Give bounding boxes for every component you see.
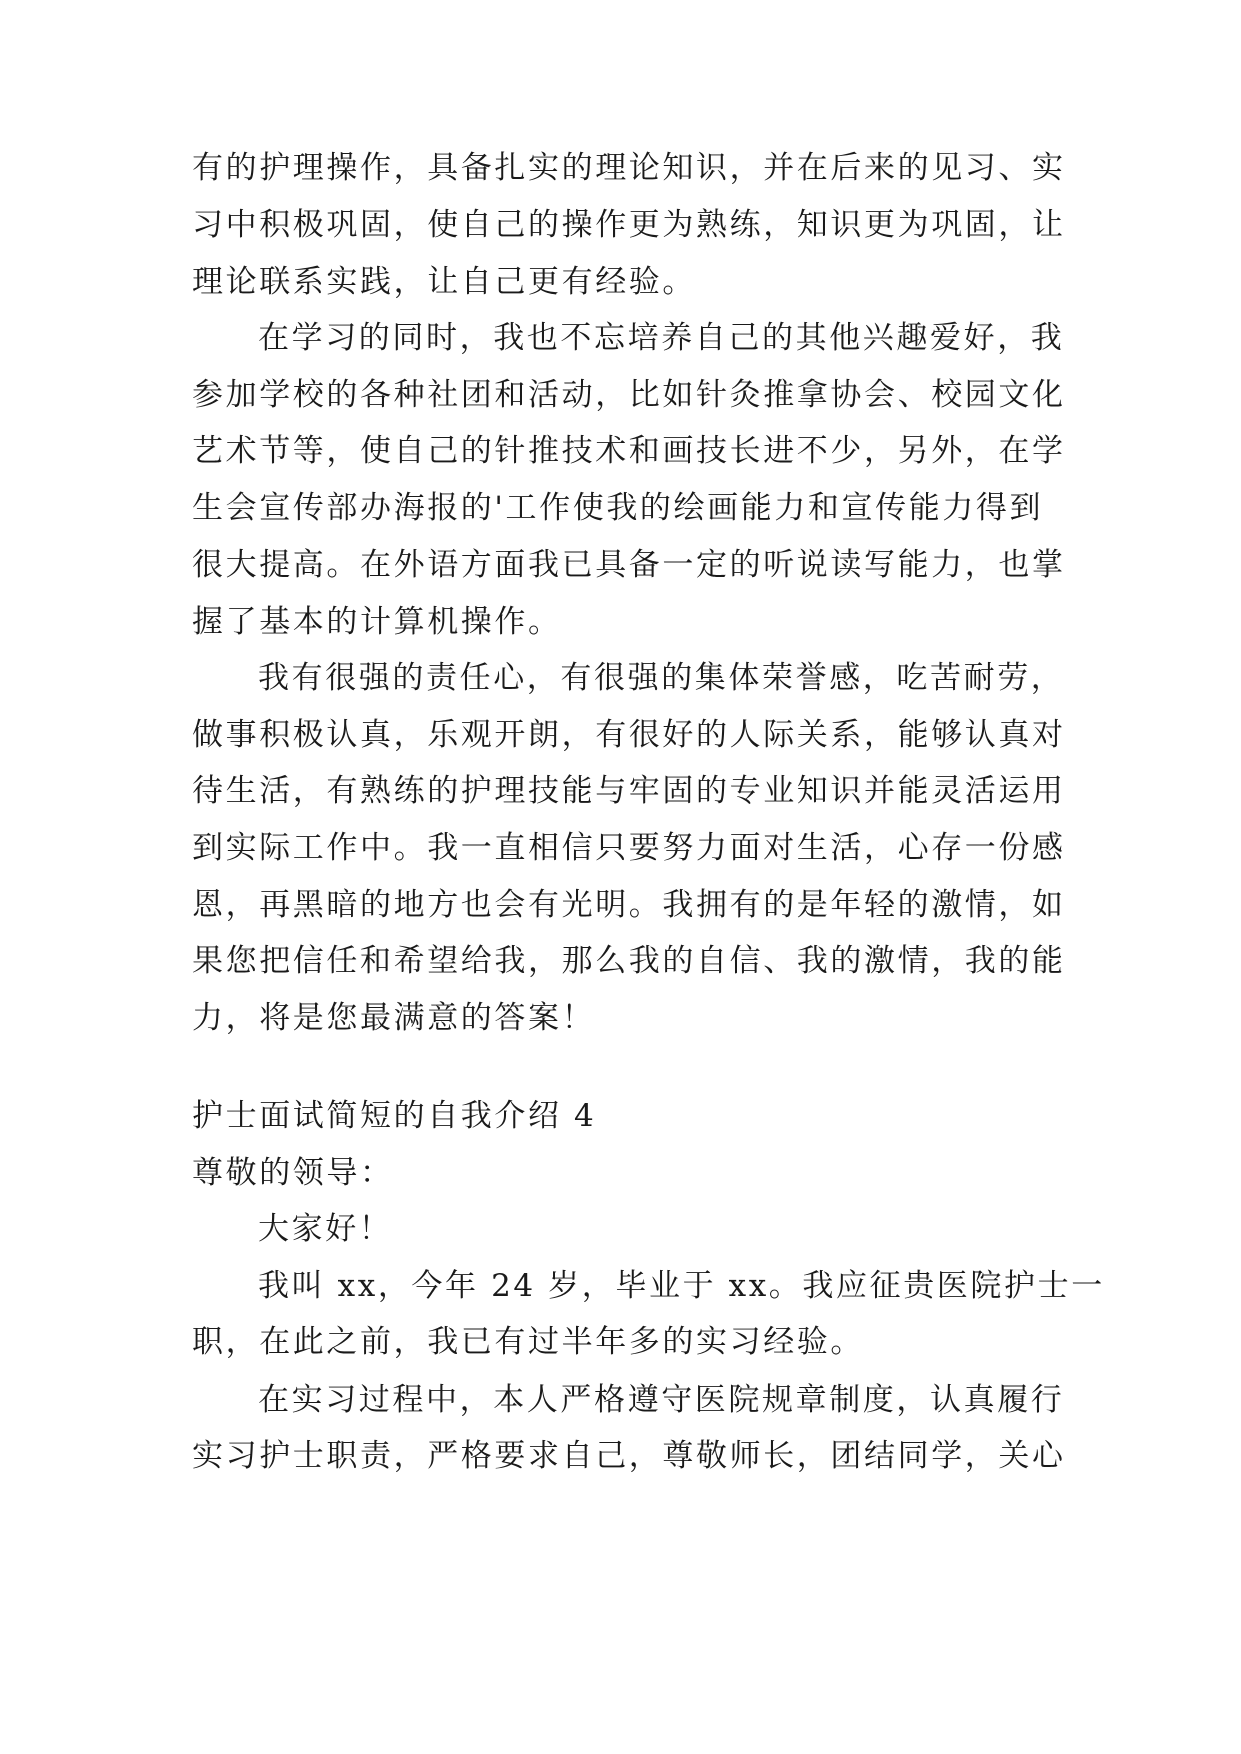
text-line: 习中积极巩固，使自己的操作更为熟练，知识更为巩固，让 — [192, 207, 1066, 243]
section-heading: 护士面试简短的自我介绍 4 — [192, 1098, 597, 1134]
text-line: 参加学校的各种社团和活动，比如针灸推拿协会、校园文化 — [192, 377, 1066, 413]
text-line: 有的护理操作，具备扎实的理论知识，并在后来的见习、实 — [192, 150, 1066, 186]
text-line: 我叫 xx，今年 24 岁，毕业于 xx。我应征贵医院护士一 — [258, 1268, 1105, 1304]
text-line: 待生活，有熟练的护理技能与牢固的专业知识并能灵活运用 — [192, 773, 1066, 809]
salutation: 尊敬的领导： — [192, 1155, 394, 1191]
text-line: 实习护士职责，严格要求自己，尊敬师长，团结同学，关心 — [192, 1438, 1066, 1474]
greeting: 大家好！ — [258, 1211, 393, 1247]
text-line: 理论联系实践，让自己更有经验。 — [192, 264, 696, 300]
text-line: 职，在此之前，我已有过半年多的实习经验。 — [192, 1324, 864, 1360]
text-line: 做事积极认真，乐观开朗，有很好的人际关系，能够认真对 — [192, 717, 1066, 753]
text-line: 力，将是您最满意的答案！ — [192, 1000, 596, 1036]
text-line: 艺术节等，使自己的针推技术和画技长进不少，另外，在学 — [192, 433, 1066, 469]
text-line: 果您把信任和希望给我，那么我的自信、我的激情，我的能 — [192, 943, 1066, 979]
text-line: 生会宣传部办海报的'工作使我的绘画能力和宣传能力得到 — [192, 490, 1044, 526]
text-line: 恩，再黑暗的地方也会有光明。我拥有的是年轻的激情，如 — [192, 887, 1066, 923]
text-line: 在学习的同时，我也不忘培养自己的其他兴趣爱好，我 — [258, 320, 1065, 356]
text-line: 在实习过程中，本人严格遵守医院规章制度，认真履行 — [258, 1382, 1065, 1418]
text-line: 握了基本的计算机操作。 — [192, 604, 562, 640]
text-line: 很大提高。在外语方面我已具备一定的听说读写能力，也掌 — [192, 547, 1066, 583]
text-line: 我有很强的责任心，有很强的集体荣誉感，吃苦耐劳， — [258, 660, 1065, 696]
text-line: 到实际工作中。我一直相信只要努力面对生活，心存一份感 — [192, 830, 1066, 866]
